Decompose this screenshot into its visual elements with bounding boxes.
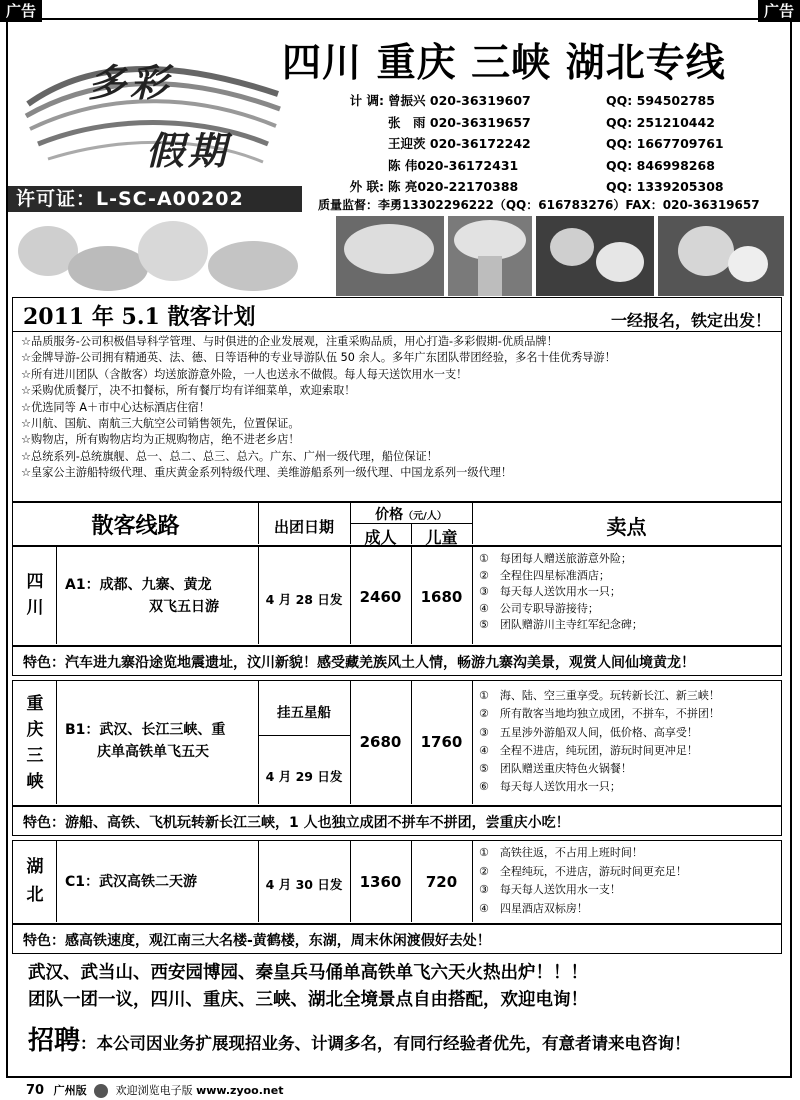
qq-label: QQ:: [606, 179, 633, 195]
contact-phone: 020-36172431: [417, 157, 519, 173]
selling-points: [479, 551, 643, 634]
contact-phone: 020-36319607: [429, 93, 531, 108]
list-item: ① 海、陆、空三重享受。玩转新长江、新三峡！: [479, 689, 720, 702]
header-date: 出团日期: [273, 518, 334, 536]
departure-date: 4 月 30 日发: [265, 877, 343, 892]
page-title: 四川 重庆 三峡 湖北专线: [282, 41, 726, 86]
contact-row: [336, 112, 786, 134]
list-item: ③ 每天每人送饮用水一支！: [479, 883, 621, 896]
route-row-hubei: [12, 840, 782, 924]
contact-list: [336, 90, 786, 198]
list-item: ☆所有进川团队（含散客）均送旅游意外险，一人也送永不做假。每人每天送饮用水一支！: [21, 367, 468, 381]
list-item: ④ 全程不进店，纯玩团，游玩时间更冲足！: [479, 743, 698, 757]
contact-name: 陈 亮: [388, 179, 418, 195]
edition-label: 广州版: [53, 1084, 87, 1097]
contact-qq: 1667709761: [636, 136, 724, 152]
list-item: ③ 五星涉外游船双人间，低价格、高享受！: [479, 725, 698, 739]
table-header: [12, 502, 782, 546]
blossom-decoration: [138, 221, 208, 281]
list-item: ② 所有散客当地均独立成团，不拼车，不拼团！: [479, 707, 720, 721]
list-item: ② 全程住四星标准酒店；: [479, 568, 610, 582]
blossom-photo: [336, 216, 444, 296]
plan-slogan: 一经报名，铁定出发！: [610, 311, 771, 330]
plan-section: [12, 297, 782, 502]
list-item: ☆品质服务-公司积极倡导科学管理、与时俱进的企业发展观，注重采购品质，用心打造-多彩假期-优质品牌！: [21, 335, 558, 348]
contact-role: 计 调:: [349, 93, 384, 108]
ship-label: 挂五星船: [277, 705, 331, 721]
blossom-decoration: [208, 241, 298, 291]
qq-label: QQ:: [606, 136, 633, 152]
contact-phone: 020-22170388: [417, 179, 519, 195]
recruit-label: 招聘: [28, 1026, 81, 1056]
contact-row: [336, 155, 786, 177]
list-item: ☆优选同等 A＋市中心达标酒店住宿！: [21, 400, 211, 414]
blossom-decoration: [68, 246, 148, 291]
list-item: ① 每团每人赠送旅游意外险；: [479, 552, 632, 565]
recruitment-notice: [28, 1020, 788, 1057]
quality-supervision: 质量监督：李勇13302296222（QQ：616783276）FAX：020-36319657: [318, 198, 760, 212]
list-item: ① 高铁往返，不占用上班时间！: [479, 846, 643, 859]
logo: [18, 34, 288, 184]
list-item: ④ 公司专职导游接待；: [479, 601, 599, 615]
route-name: C1：武汉高铁二天游: [65, 874, 198, 890]
road-photo: [448, 216, 532, 296]
route-feature: 特色：游船、高铁、飞机玩转新长江三峡，1 人也独立成团不拼车不拼团，尝重庆小吃！: [23, 815, 570, 831]
contact-name: 张 雨: [388, 114, 426, 130]
contact-name: 王迎茨: [388, 136, 426, 152]
edition-badge-icon: [94, 1084, 108, 1098]
qq-label: QQ:: [606, 157, 633, 173]
adult-price: 1360: [359, 873, 402, 891]
contact-name: 曾振兴: [388, 93, 426, 108]
route-feature-hubei: [12, 924, 782, 954]
recruit-text: ：本公司因业务扩展现招业务、计调多名，有同行经验者优先，有意者请来电咨询！: [80, 1034, 691, 1053]
contact-qq: 594502785: [636, 93, 715, 108]
route-name-line2: 庆单高铁单飞五天: [97, 744, 209, 760]
contact-phone: 020-36319657: [429, 114, 531, 130]
list-item: ④ 四星酒店双标房！: [479, 901, 588, 915]
route-feature-sichuan: [12, 646, 782, 676]
footer-url[interactable]: www.zyoo.net: [196, 1084, 284, 1097]
departure-date: 4 月 28 日发: [265, 592, 343, 607]
page-number: 70: [26, 1083, 45, 1098]
adult-price: 2460: [359, 588, 402, 606]
list-item: ☆总统系列-总统旗舰、总一、总二、总三、总六。广东、广州一级代理，船位保证！: [21, 449, 438, 463]
departure-date: 4 月 29 日发: [265, 769, 343, 784]
route-feature-chongqing: [12, 806, 782, 836]
feature-list: [21, 334, 776, 482]
contact-qq: 251210442: [636, 114, 715, 130]
contact-phone: 020-36172242: [429, 136, 531, 152]
child-price: 720: [425, 873, 458, 891]
header-selling: 卖点: [606, 515, 647, 539]
plan-title: 2011 年 5.1 散客计划: [23, 304, 256, 330]
promo-line: 武汉、武当山、西安园博园、秦皇兵马俑单高铁单飞六天火热出炉！！！: [28, 963, 588, 983]
route-row-chongqing: [12, 680, 782, 806]
list-item: ⑤ 团队赠游川主寺红军纪念碑；: [479, 618, 643, 632]
contact-row: [336, 90, 786, 112]
footer: [26, 1082, 283, 1098]
adult-price: 2680: [359, 733, 402, 751]
list-item: ☆川航、国航、南航三大航空公司销售领先，位置保证。: [21, 417, 300, 431]
selling-points: [479, 687, 720, 797]
route-feature: 特色：汽车进九寨沿途览地震遗址，汶川新貌！感受藏羌族风土人情，畅游九寨沟美景，观赏人间仙境黄龙！: [23, 655, 695, 671]
selling-points: [479, 844, 687, 918]
list-item: ☆购物店，所有购物店均为正规购物店，绝不进老乡店！: [21, 433, 300, 447]
qq-label: QQ:: [606, 93, 633, 108]
promo-line: 团队一团一议，四川、重庆、三峡、湖北全境景点自由搭配，欢迎电询！: [28, 990, 588, 1010]
qq-label: QQ:: [606, 114, 633, 130]
blossom-photo: [536, 216, 654, 296]
contact-row: [336, 133, 786, 155]
blossom-photo: [658, 216, 784, 296]
list-item: ③ 每天每人送饮用水一只；: [479, 585, 621, 599]
region-label: 重 庆 三 峡: [26, 694, 44, 792]
route-name-line2: 双飞五日游: [149, 599, 219, 615]
list-item: ☆金牌导游-公司拥有精通英、法、德、日等语种的专业导游队伍 50 余人。多年广东团队带团经验，多名十佳优秀导游！: [21, 351, 616, 365]
header-route: 散客线路: [91, 514, 180, 539]
header-adult: 成人: [364, 528, 397, 547]
child-price: 1760: [420, 733, 463, 751]
contact-qq: 846998268: [636, 157, 715, 173]
license-number: 许可证：L-SC-A00202: [8, 186, 302, 212]
header-price: 价格（元/人）: [375, 507, 447, 523]
list-item: ☆皇家公主游船特级代理、重庆黄金系列特级代理、美维游船系列一级代理、中国龙系列一级代理！: [21, 466, 513, 480]
promo-text: [28, 960, 788, 1014]
footer-text: 欢迎浏览电子版: [115, 1084, 193, 1097]
header-child: 儿童: [425, 528, 458, 547]
contact-name: 陈 伟: [388, 157, 418, 173]
route-feature: 特色：感高铁速度，观江南三大名楼-黄鹤楼，东湖，周末休闲渡假好去处！: [23, 933, 491, 949]
region-label: 四 川: [26, 572, 44, 618]
list-item: ⑥ 每天每人送饮用水一只；: [479, 780, 621, 794]
ad-label-left: 广告: [0, 0, 42, 22]
list-item: ② 全程纯玩，不进店，游玩时间更充足！: [479, 864, 687, 878]
photo-strip: [8, 216, 788, 298]
route-name: A1：成都、九寨、黄龙: [65, 577, 212, 593]
route-name: B1：武汉、长江三峡、重: [65, 722, 226, 738]
list-item: ☆采购优质餐厅，决不扣餐标，所有餐厅均有详细菜单，欢迎索取！: [21, 384, 356, 398]
child-price: 1680: [420, 588, 463, 606]
logo-word-2: 假期: [146, 128, 231, 173]
route-row-sichuan: [12, 546, 782, 646]
region-label: 湖 北: [26, 857, 44, 905]
ad-label-right: 广告: [758, 0, 800, 22]
contact-role: 外 联:: [349, 179, 384, 195]
logo-word-1: 多彩: [88, 60, 173, 105]
list-item: ⑤ 团队赠送重庆特色火锅餐！: [479, 762, 632, 776]
contact-qq: 1339205308: [636, 179, 724, 195]
contact-row: [336, 176, 786, 198]
